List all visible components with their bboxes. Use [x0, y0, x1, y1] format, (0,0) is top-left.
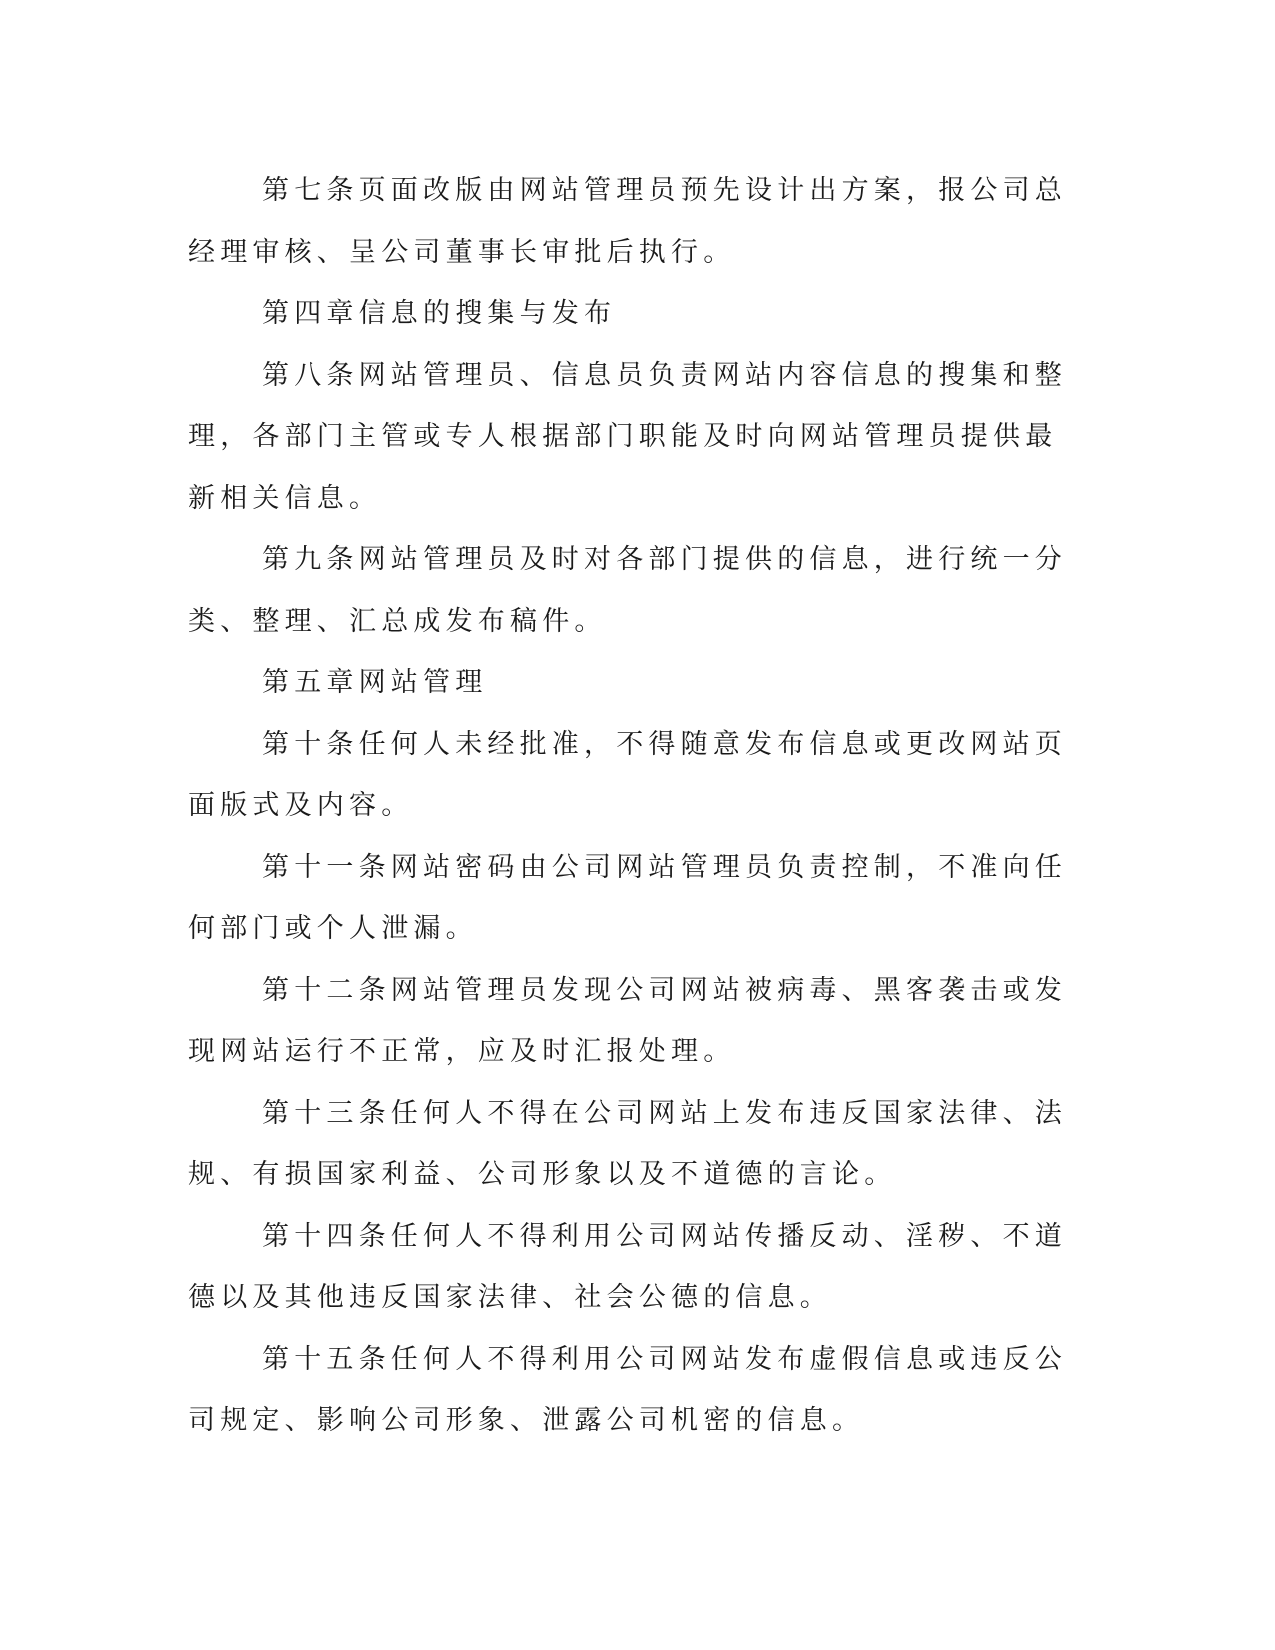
- chapter-4-heading: 第四章信息的搜集与发布: [262, 298, 617, 329]
- article-12-paragraph: 第十二条网站管理员发现公司网站被病毒、黑客袭击或发现网站运行不正常，应及时汇报处理。: [188, 974, 1067, 1067]
- article-15-paragraph: 第十五条任何人不得利用公司网站发布虚假信息或违反公司规定、影响公司形象、泄露公司机密的信息。: [188, 1343, 1067, 1436]
- article-8-paragraph: 第八条网站管理员、信息员负责网站内容信息的搜集和整理，各部门主管或专人根据部门职能及时向网站管理员提供最新相关信息。: [188, 359, 1067, 514]
- article-7-paragraph: 第七条页面改版由网站管理员预先设计出方案，报公司总经理审核、呈公司董事长审批后执行。: [188, 175, 1067, 268]
- article-9-paragraph: 第九条网站管理员及时对各部门提供的信息，进行统一分类、整理、汇总成发布稿件。: [188, 544, 1067, 637]
- article-11-paragraph: 第十一条网站密码由公司网站管理员负责控制，不准向任何部门或个人泄漏。: [188, 851, 1067, 944]
- chapter-5-heading: 第五章网站管理: [262, 667, 488, 698]
- article-10-paragraph: 第十条任何人未经批准，不得随意发布信息或更改网站页面版式及内容。: [188, 728, 1067, 821]
- article-14-paragraph: 第十四条任何人不得利用公司网站传播反动、淫秽、不道德以及其他违反国家法律、社会公德的信息。: [188, 1220, 1067, 1313]
- document-body: [188, 160, 1073, 1452]
- article-13-paragraph: 第十三条任何人不得在公司网站上发布违反国家法律、法规、有损国家利益、公司形象以及不道德的言论。: [188, 1097, 1067, 1190]
